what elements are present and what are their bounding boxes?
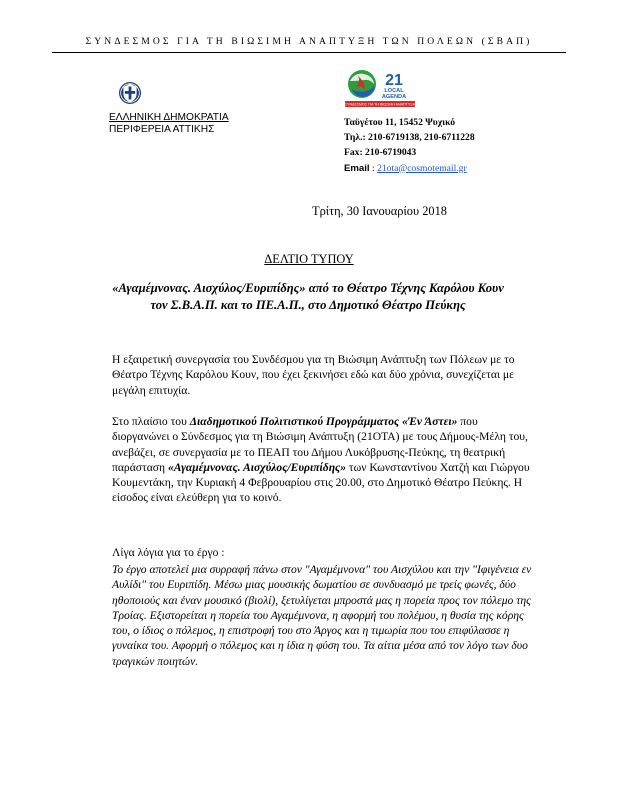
address-line: Ταϋγέτου 11, 15452 Ψυχικό (344, 117, 456, 128)
about-play-body: Το έργο αποτελεί μια συρραφή πάνω στον "Αγαμέμνονα" του Αισχύλου και την "Ιφιγένεια εν Αυλίδι" του Ευριπίδη. Μέσω μιας μουσικής δωματίου σε συνδυασμό με τρείς φωνές, δύο ηθοποιούς και έναν μουσικό (βιολί), ξετυλίγεται μπροστά μας η πορεία προς τον πόλεμο της Τροίας. Εξιστορείται η πορεία του Αγαμέμνονα, η αφορμή του πολέμου, η θυσία της κόρης του, ο ίδιος ο πόλεμος, η επιστροφή του στο Άργος και η τιμωρία που του επιφύλασσε η γυναίκα του. Αφορμή ο πόλεμος και η ίδια η φύση του. Τα αίτια μέσα από τον λόγο των δυο τραγικών ποιητών. (112, 563, 532, 668)
phone-line: Τηλ.: 210-6719138, 210-6711228 (344, 132, 475, 144)
hellenic-republic-label: ΕΛΛΗΝΙΚΗ ΔΗΜΟΚΡΑΤΙΑ (109, 112, 229, 123)
program-name: Διαδημοτικού Πολιτιστικού Προγράμματος «Έν Άστει» (189, 415, 458, 428)
attica-region-label: ΠΕΡΙΦΕΡΕΙΑ ΑΤΤΙΚΗΣ (109, 123, 215, 135)
paragraph-event-text-2: που διοργανώνει ο Σύνδεσμος για τη Βιώσιμη Ανάπτυξη (21ΟΤΑ) με τους Δήμους-Μέλη του, ανεβάζει, σε συνεργασία με το ΠΕΑΠ του Δήμου Λυκόβρυσης-Πεύκης, τη θεατρική παράσταση (112, 415, 528, 474)
email-link[interactable]: 21ota@cosmotemail.gr (377, 162, 467, 174)
logo-number: 21 (385, 72, 403, 89)
email-separator: : (369, 162, 378, 174)
document-date: Τρίτη, 30 Ιανουαρίου 2018 (312, 204, 447, 218)
email-label: Email (344, 162, 370, 174)
paragraph-intro: Η εξαιρετική συνεργασία του Συνδέσμου για τη Βιώσιμη Ανάπτυξη των Πόλεων με το Θέατρο Τέχνης Καρόλου Κουν, που έχει ξεκινήσει εδώ και δύο χρόνια, συνεχίζεται με μεγάλη επιτυχία. (112, 353, 515, 397)
email-line (344, 161, 475, 176)
logo-banner-text: ΣΥΝΔΕΣΜΟΣ ΓΙΑ ΤΗ ΒΙΩΣΙΜΗ ΑΝΑΠΤΥΞΗ (344, 102, 416, 107)
local-agenda-21-logo (344, 67, 416, 109)
press-release-subtitle: «Αγαμέμνονας. Αισχύλος/Ευριπίδης» από το Θέατρο Τέχνης Καρόλου Κουν τον Σ.Β.Α.Π. και το ΠΕ.Α.Π., στο Δημοτικό Θέατρο Πεύκης (112, 281, 504, 312)
paragraph-event-text-1: Στο πλαίσιο του (112, 415, 190, 428)
header-rule (52, 52, 566, 53)
logo-agenda-label: AGENDA (381, 94, 407, 100)
press-release-title: ΔΕΛΤΙΟ ΤΥΠΟΥ (264, 252, 354, 266)
play-title: «Αγαμέμνονας. Αισχύλος/Ευριπίδης» (167, 460, 347, 474)
government-block (109, 112, 229, 135)
fax-line: Fax: 210-6719043 (344, 147, 417, 159)
contact-block (344, 115, 475, 176)
paragraph-event (112, 414, 532, 506)
about-play-label: Λίγα λόγια για το έργο : (112, 546, 225, 559)
logo-local-label: LOCAL (384, 88, 404, 94)
hellenic-emblem-icon (118, 80, 142, 106)
organization-header: ΣΥΝΔΕΣΜΟΣ ΓΙΑ ΤΗ ΒΙΩΣΙΜΗ ΑΝΑΠΤΥΞΗ ΤΩΝ ΠΟΛΕΩΝ (ΣΒΑΠ) (85, 36, 533, 47)
paragraph-event-text-3: των Κωνσταντίνου Χατζή και Γιώργου Κουμεντάκη, την Κυριακή 4 Φεβρουαρίου στις 20.00, στο Δημοτικό Θέατρο Πεύκης. Η είσοδος είναι ελεύθερη για το κοινό. (112, 460, 530, 505)
